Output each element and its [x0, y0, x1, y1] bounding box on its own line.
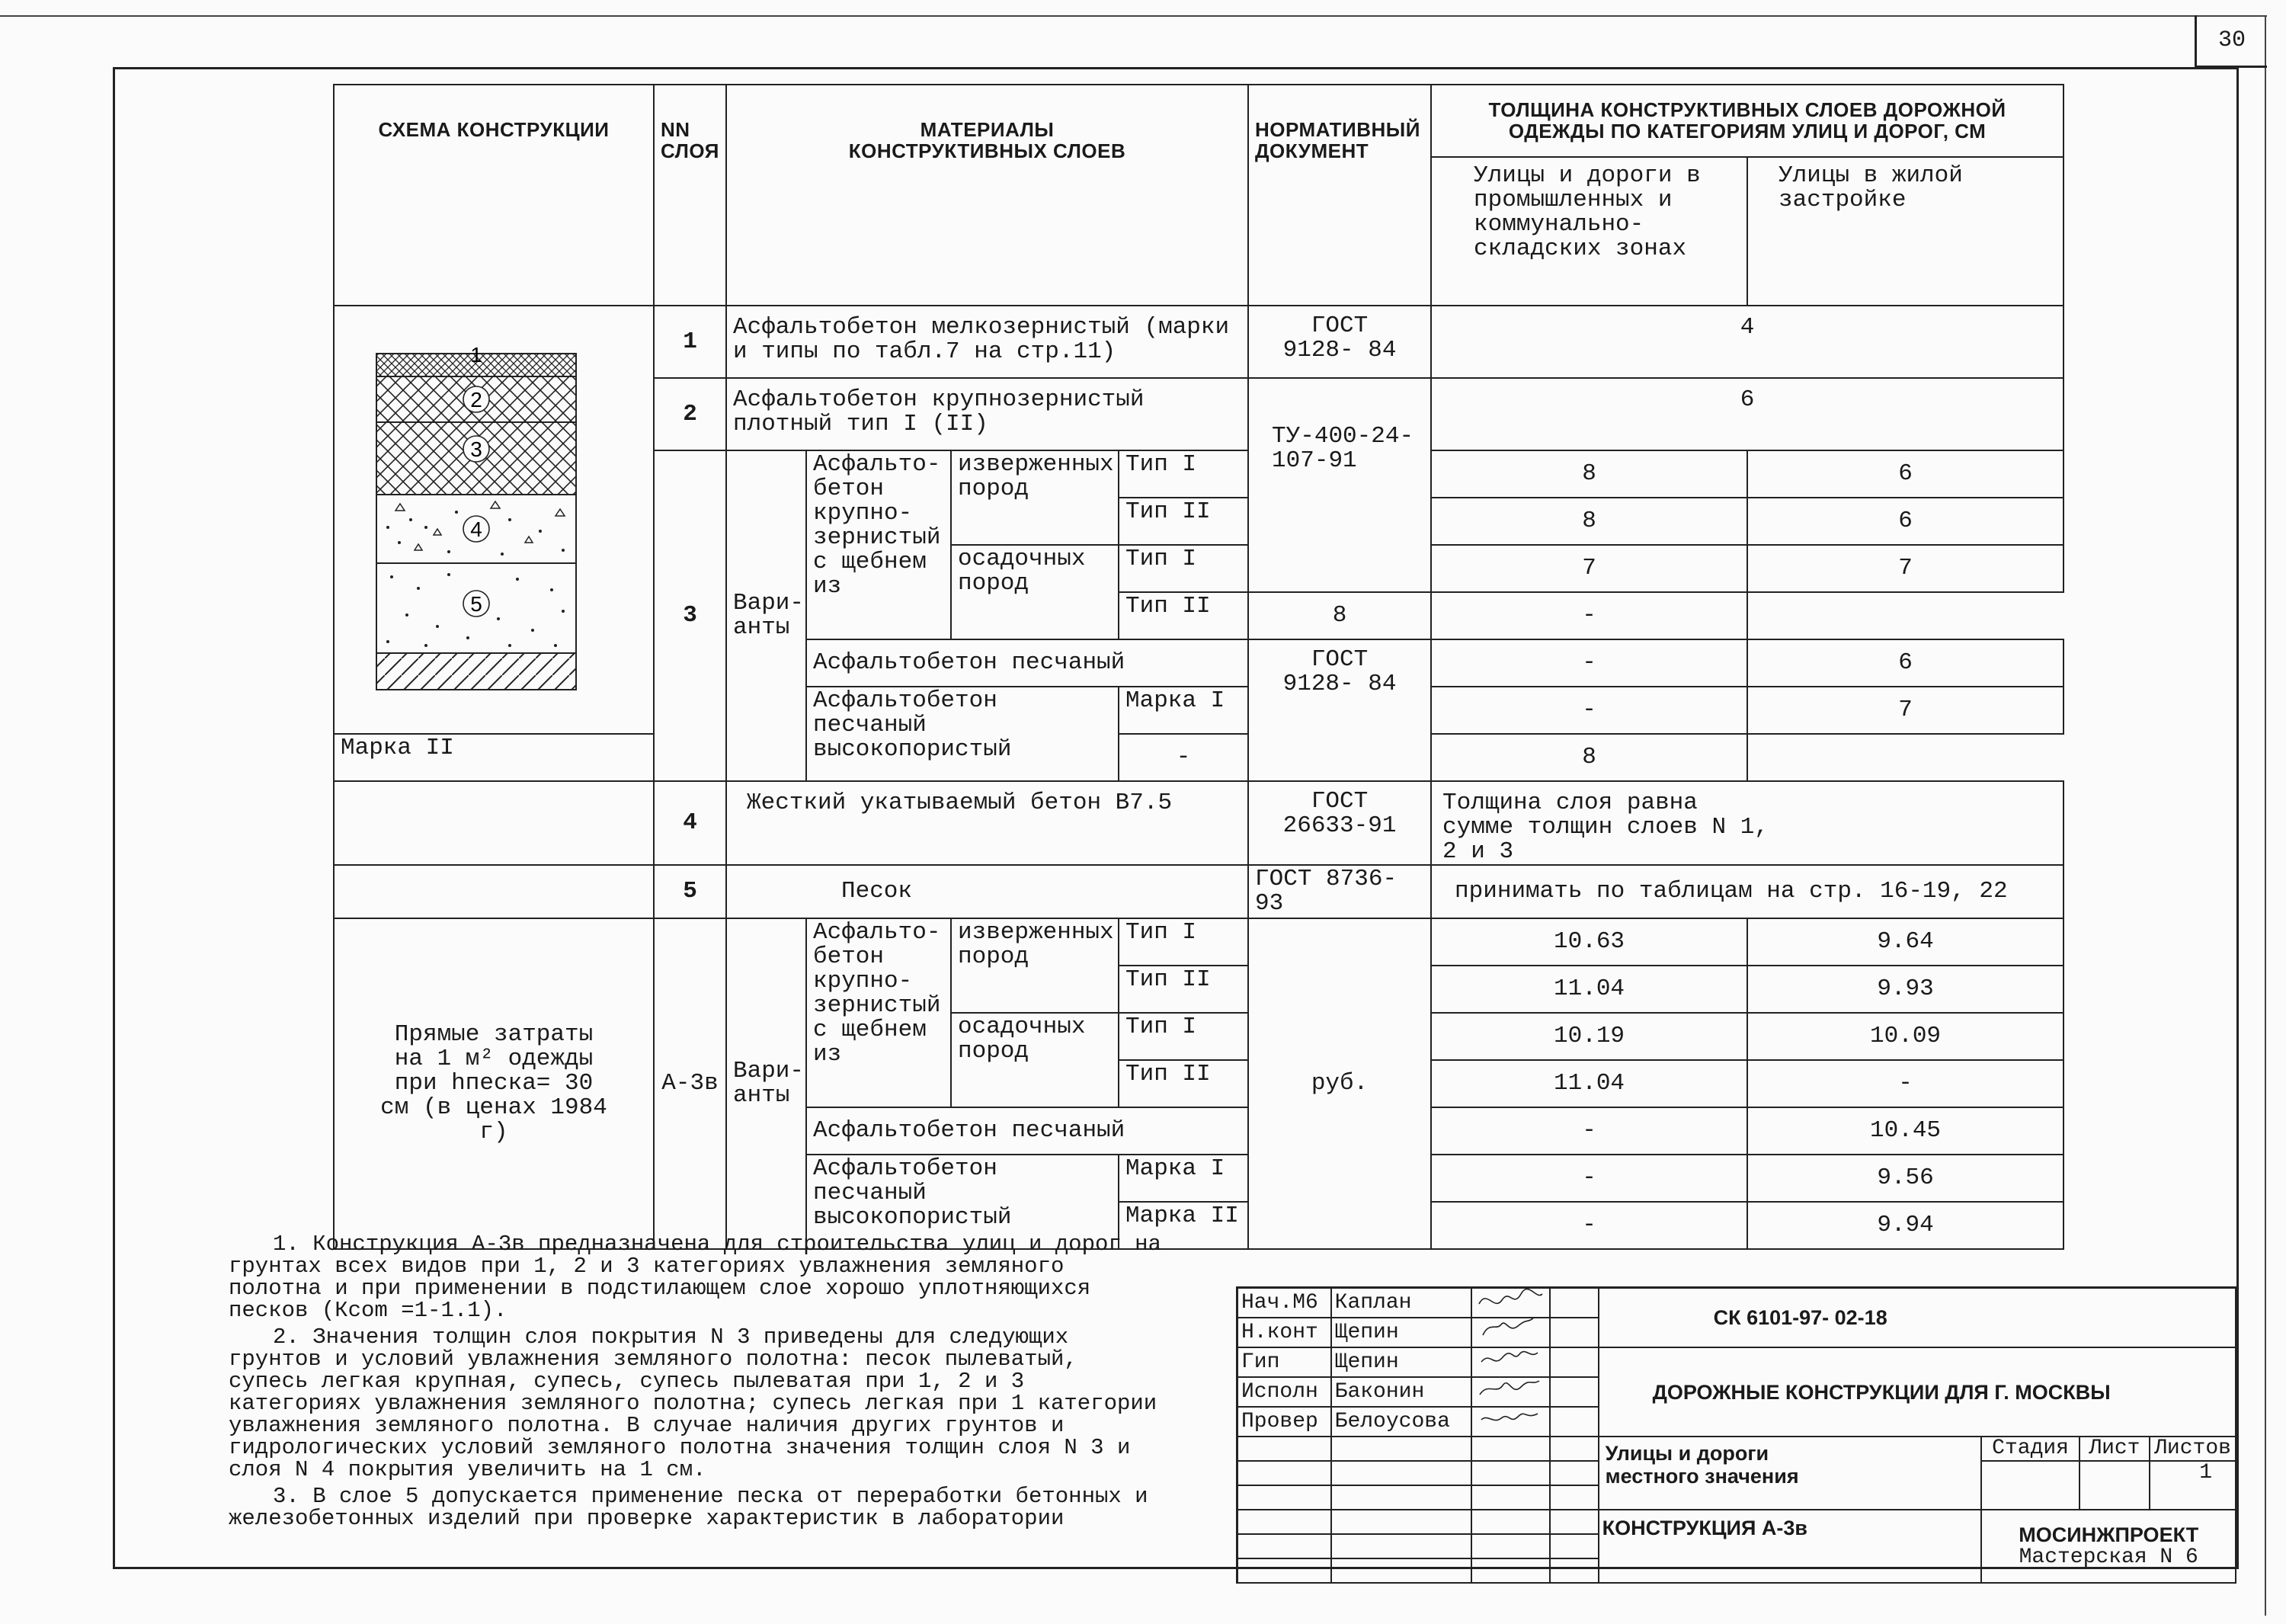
cost-label: Прямые затраты на 1 м² одежды при hпеска= 30 см (в ценах 1984 г)	[334, 918, 654, 1249]
layer-3-sand: Асфальтобетон песчаный	[806, 639, 1248, 687]
cost-m1-residential: 9.56	[1747, 1155, 2063, 1202]
header-layer-no: NN СЛОЯ	[654, 85, 726, 306]
layer-3-coarse: Асфальто- бетон крупно- зернистый с щебнем из	[806, 450, 951, 639]
layer-5-value: принимать по таблицам на стр. 16-19, 22	[1431, 865, 2063, 918]
construction-table	[333, 84, 2064, 1250]
scheme-cell	[334, 306, 654, 734]
cost-m2-industrial: -	[1431, 1202, 1747, 1249]
cost-grade2: Марка II	[1119, 1202, 1248, 1249]
stamp-empty-r10b	[1331, 1534, 1472, 1558]
scheme-label-2: 2	[470, 388, 482, 412]
header-thickness: ТОЛЩИНА КОНСТРУКТИВНЫХ СЛОЕВ ДОРОЖНОЙ ОДЕЖДЫ ПО КАТЕГОРИЯМ УЛИЦ И ДОРОГ, СМ	[1431, 85, 2063, 157]
stamp-sheets-label: Листов	[2150, 1437, 2236, 1461]
stamp-empty-r11b	[1331, 1558, 1472, 1583]
stamp-sheet-value	[2079, 1461, 2150, 1510]
cost-sand: Асфальтобетон песчаный	[806, 1107, 1248, 1155]
layer-2-value: 6	[1431, 378, 2063, 450]
signature-2	[1475, 1318, 1544, 1340]
stamp-empty-r11c	[1471, 1558, 1550, 1583]
stamp-empty-r9d	[1550, 1510, 1599, 1534]
stamp-date-2	[1550, 1318, 1599, 1347]
layer-3-ig2-residential: 6	[1747, 498, 2063, 545]
stamp-empty-r6b	[1331, 1437, 1472, 1461]
stamp-sign-2	[1471, 1318, 1550, 1347]
outer-top-line	[0, 15, 2267, 17]
header-industrial: Улицы и дороги в промышленных и коммунально-складских зонах	[1431, 157, 1747, 306]
layer-3-porous: Асфальтобетон песчаный высокопористый	[806, 687, 1119, 781]
stamp-sign-3	[1471, 1347, 1550, 1377]
scheme-label-3: 3	[470, 437, 482, 461]
stamp-empty-r9a	[1237, 1510, 1331, 1534]
note-2: 2. Значения толщин слоя покрытия N 3 приведены для следующих грунтов и условий увлажнения земляного полотна: песок пылеватый, супесь легкая крупная, супесь, супесь пылеватая при 1, 2 и 3 категориях увлажнения земляного полотна; супесь легкая при 1 категории увлажнения земляного полотна. В случае наличия других грунтов и гидрологических условий земляного полотна значения толщин слоя N 3 и слоя N 4 покрытия увеличить на 1 см.	[229, 1325, 1157, 1482]
stamp-empty-r7d	[1550, 1461, 1599, 1485]
stamp-role-3: Гип	[1237, 1347, 1331, 1377]
title-block	[1236, 1286, 2236, 1584]
header-materials: МАТЕРИАЛЫ КОНСТРУКТИВНЫХ СЛОЕВ	[726, 85, 1248, 306]
stamp-name-2: Щепин	[1331, 1318, 1472, 1347]
stamp-construction: КОНСТРУКЦИЯ А-3в	[1599, 1510, 1982, 1583]
stamp-name-4: Баконин	[1331, 1377, 1472, 1407]
layer-3-tu-doc: ТУ-400-24- 107-91	[1248, 378, 1431, 592]
layer-3-m2-industrial: -	[1119, 734, 1248, 781]
layer-3-ig-type1: Тип I	[1119, 450, 1248, 498]
stamp-sheet-label: Лист	[2079, 1437, 2150, 1461]
stamp-role-4: Исполн	[1237, 1377, 1331, 1407]
stamp-date-3	[1550, 1347, 1599, 1377]
stamp-empty-r9c	[1471, 1510, 1550, 1534]
stamp-role-2: Н.конт	[1237, 1318, 1331, 1347]
layer-3-ig1-industrial: 8	[1431, 450, 1747, 498]
outer-right-line	[2265, 15, 2266, 1616]
layer-3-se1-residential: 7	[1747, 545, 2063, 592]
cost-se-type1: Тип I	[1119, 1013, 1248, 1060]
stamp-empty-r10a	[1237, 1534, 1331, 1558]
signature-5	[1475, 1408, 1544, 1429]
stamp-code: СК 6101-97- 02-18	[1599, 1288, 2236, 1348]
stamp-stage-label: Стадия	[1981, 1437, 2079, 1461]
cost-ig2-residential: 9.93	[1747, 966, 2063, 1013]
layer-5-doc: ГОСТ 8736-93	[1248, 865, 1431, 918]
cost-m2-residential: 9.94	[1747, 1202, 2063, 1249]
header-scheme: СХЕМА КОНСТРУКЦИИ	[334, 85, 654, 306]
layer-1-no: 1	[654, 306, 726, 378]
cost-unit: руб.	[1248, 918, 1431, 1249]
layer-4-material: Жесткий укатываемый бетон В7.5	[726, 781, 1248, 865]
layer-1-value: 4	[1431, 306, 2063, 378]
layer-3-ig2-industrial: 8	[1431, 498, 1747, 545]
notes	[229, 1233, 1166, 1534]
scheme-label-5: 5	[470, 592, 482, 616]
stamp-name-1: Каплан	[1331, 1288, 1472, 1318]
cost-porous: Асфальтобетон песчаный высокопористый	[806, 1155, 1119, 1249]
cost-sand-residential: 10.45	[1747, 1107, 2063, 1155]
stamp-empty-r7b	[1331, 1461, 1472, 1485]
layer-3-se-type1: Тип I	[1119, 545, 1248, 592]
cost-sand-industrial: -	[1431, 1107, 1747, 1155]
stamp-empty-r8d	[1550, 1485, 1599, 1510]
stamp-empty-r8a	[1237, 1485, 1331, 1510]
stamp-empty-r7c	[1471, 1461, 1550, 1485]
stamp-empty-r11d	[1550, 1558, 1599, 1583]
stamp-title: ДОРОЖНЫЕ КОНСТРУКЦИИ ДЛЯ Г. МОСКВЫ	[1599, 1347, 2236, 1437]
layer-3-sand-industrial: -	[1431, 639, 1747, 687]
stamp-empty-r11a	[1237, 1558, 1331, 1583]
stamp-date-4	[1550, 1377, 1599, 1407]
stamp-empty-r10c	[1471, 1534, 1550, 1558]
scheme-blank-2	[334, 865, 654, 918]
header-norm-doc: НОРМАТИВНЫЙ ДОКУМЕНТ	[1248, 85, 1431, 306]
signature-1	[1475, 1289, 1544, 1310]
stamp-empty-r9b	[1331, 1510, 1472, 1534]
layer-3-sand-residential: 6	[1747, 639, 2063, 687]
cost-se-type2: Тип II	[1119, 1060, 1248, 1107]
scheme-label-4: 4	[470, 517, 482, 541]
layer-3-ig1-residential: 6	[1747, 450, 2063, 498]
layer-3-grade1: Марка I	[1119, 687, 1248, 734]
layer-scheme-diagram	[335, 306, 655, 718]
subgrade-shape	[376, 653, 576, 690]
layer-1-doc: ГОСТ 9128- 84	[1248, 306, 1431, 378]
cost-ig1-industrial: 10.63	[1431, 918, 1747, 966]
layer-3-no: 3	[654, 450, 726, 781]
layer-3-se-type2: Тип II	[1119, 592, 1248, 639]
stamp-workshop: Мастерская N 6	[2019, 1546, 2198, 1569]
layer-4-value: Толщина слоя равна сумме толщин слоев N 1, 2 и 3	[1431, 781, 2063, 865]
cost-se1-industrial: 10.19	[1431, 1013, 1747, 1060]
signature-3	[1475, 1348, 1544, 1369]
stamp-empty-r7a	[1237, 1461, 1331, 1485]
layer-3-sedimentary: осадочных пород	[951, 545, 1119, 639]
layer-2-material: Асфальтобетон крупнозернистый плотный тип I (II)	[726, 378, 1248, 450]
cost-coarse: Асфальто- бетон крупно- зернистый с щебнем из	[806, 918, 951, 1107]
cost-m1-industrial: -	[1431, 1155, 1747, 1202]
stamp-role-1: Нач.М6	[1237, 1288, 1331, 1318]
layer-3-m2-residential: 8	[1431, 734, 1747, 781]
stamp-empty-r6a	[1237, 1437, 1331, 1461]
stamp-role-5: Провер	[1237, 1407, 1331, 1437]
layer-5-no: 5	[654, 865, 726, 918]
note-1: 1. Конструкция А-3в предназначена для строительства улиц и дорог на грунтах всех видов при 1, 2 и 3 категориях увлажнения земляного полотна и при применении в подстилающем слое хорошо уплотняющихся песков (Ксom =1-1.1).	[229, 1232, 1161, 1323]
layer-5-material: Песок	[726, 865, 1248, 918]
layer-3-igneous: изверженных пород	[951, 450, 1119, 545]
stamp-sign-5	[1471, 1407, 1550, 1437]
cost-ig-type1: Тип I	[1119, 918, 1248, 966]
cost-ig-type2: Тип II	[1119, 966, 1248, 1013]
stamp-empty-r6d	[1550, 1437, 1599, 1461]
cost-igneous: изверженных пород	[951, 918, 1119, 1013]
stamp-date-5	[1550, 1407, 1599, 1437]
layer-3-variants: Вари- анты	[726, 450, 806, 781]
cost-grade1: Марка I	[1119, 1155, 1248, 1202]
sheet-top-border	[113, 67, 2239, 69]
layer-3-m1-residential: 7	[1747, 687, 2063, 734]
layer-3-ig-type2: Тип II	[1119, 498, 1248, 545]
stamp-sign-4	[1471, 1377, 1550, 1407]
stamp-empty-r10d	[1550, 1534, 1599, 1558]
layer-3-se2-residential: -	[1431, 592, 1747, 639]
page-number: 30	[2195, 15, 2267, 68]
stamp-empty-r8b	[1331, 1485, 1472, 1510]
layer-4-no: 4	[654, 781, 726, 865]
layer-3-m1-industrial: -	[1431, 687, 1747, 734]
stamp-sign-1	[1471, 1288, 1550, 1318]
stamp-stage-value	[1981, 1461, 2079, 1510]
layer-3-se2-industrial: 8	[1248, 592, 1431, 639]
stamp-empty-r6c	[1471, 1437, 1550, 1461]
scheme-blank	[334, 781, 654, 865]
cost-se2-residential: -	[1747, 1060, 2063, 1107]
cost-ig2-industrial: 11.04	[1431, 966, 1747, 1013]
layer-3-grade2: Марка II	[334, 734, 654, 781]
cost-se2-industrial: 11.04	[1431, 1060, 1747, 1107]
cost-variants: Вари- анты	[726, 918, 806, 1249]
layer-2-no: 2	[654, 378, 726, 450]
stamp-name-3: Щепин	[1331, 1347, 1472, 1377]
layer-3-gost-doc: ГОСТ 9128- 84	[1248, 639, 1431, 781]
cost-sedimentary: осадочных пород	[951, 1013, 1119, 1107]
stamp-subject: Улицы и дороги местного значения	[1599, 1437, 1982, 1510]
layer-4-doc: ГОСТ 26633-91	[1248, 781, 1431, 865]
sheet-left-border	[113, 67, 115, 1568]
stamp-date-1	[1550, 1288, 1599, 1318]
stamp-org-cell	[1981, 1510, 2236, 1583]
stamp-name-5: Белоусова	[1331, 1407, 1472, 1437]
sheet-right-border	[2236, 67, 2239, 1569]
layer-3-se1-industrial: 7	[1431, 545, 1747, 592]
header-residential: Улицы в жилой застройке	[1747, 157, 2063, 306]
signature-4	[1475, 1378, 1544, 1399]
note-3: 3. В слое 5 допускается применение песка от переработки бетонных и железобетонных изделий при проверке характеристик в лаборатории	[229, 1484, 1148, 1531]
stamp-org: МОСИНЖПРОЕКТ	[2019, 1523, 2199, 1546]
cost-no: А-3в	[654, 918, 726, 1249]
stamp-sheets-value: 1	[2150, 1461, 2236, 1510]
cost-ig1-residential: 9.64	[1747, 918, 2063, 966]
layer-1-material: Асфальтобетон мелкозернистый (марки и типы по табл.7 на стр.11)	[726, 306, 1248, 378]
scheme-label-1: 1	[470, 343, 482, 367]
cost-se1-residential: 10.09	[1747, 1013, 2063, 1060]
stamp-empty-r8c	[1471, 1485, 1550, 1510]
